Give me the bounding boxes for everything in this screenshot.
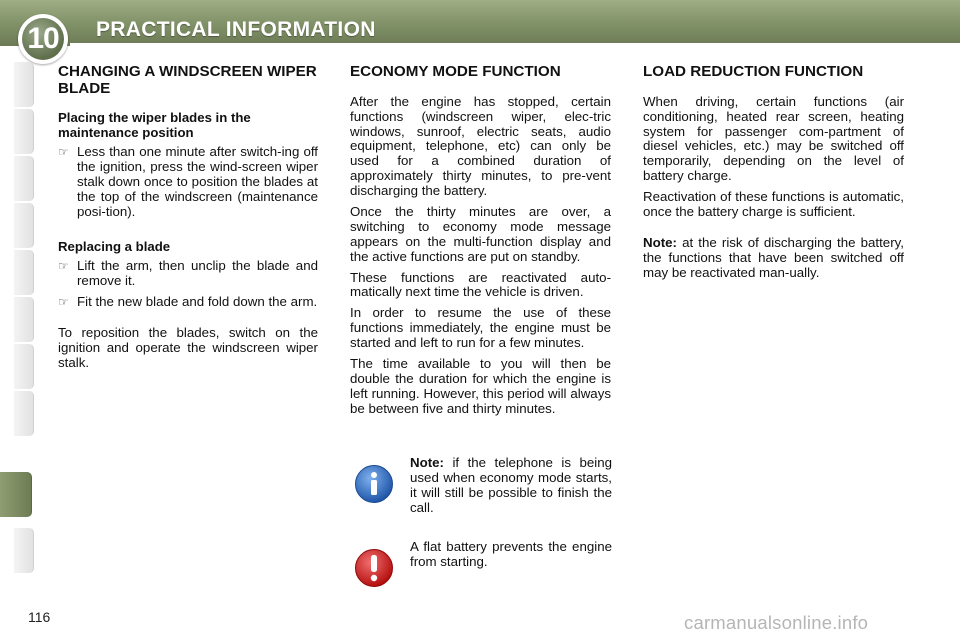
- chapter-tab-11[interactable]: [14, 528, 34, 573]
- header-underline: [70, 43, 960, 46]
- load-paragraph-1: When driving, certain functions (air conditioning, heated rear screen, heating system for passenger com-partment of diesel vehicles, etc.) may be switched off temporarily, depending on the level of battery charge.: [643, 93, 904, 184]
- bullet-text: Fit the new blade and fold down the arm.: [77, 294, 318, 310]
- load-note-label: Note:: [643, 234, 677, 250]
- economy-mode-heading: ECONOMY MODE FUNCTION: [350, 63, 561, 80]
- chapter-tab-active[interactable]: [0, 472, 32, 517]
- chapter-badge: [18, 14, 68, 64]
- chapter-tab-4[interactable]: [14, 203, 34, 248]
- reposition-paragraph: To reposition the blades, switch on the ignition and operate the windscreen wiper stalk.: [58, 325, 318, 370]
- watermark: carmanualsonline.info: [684, 612, 869, 633]
- chapter-tab-5[interactable]: [14, 250, 34, 295]
- load-note: [643, 236, 904, 281]
- load-paragraph-2: Reactivation of these functions is automatic, once the battery charge is sufficient.: [643, 189, 904, 219]
- economy-paragraph-2: Once the thirty minutes are over, a switching to economy mode message appears on the multi-function display and the active functions are put on standby.: [350, 203, 611, 264]
- bullet-text: Less than one minute after switch-ing off the ignition, press the wind-screen wiper stalk down once to position the blades at the top of the windscreen (maintenance posi-tion).: [77, 144, 318, 220]
- maintenance-position-subheading: Placing the wiper blades in the maintenance position: [58, 110, 251, 140]
- economy-mode-column: [350, 64, 611, 423]
- pointing-hand-icon: ☞: [58, 145, 69, 160]
- page-title: PRACTICAL INFORMATION: [96, 18, 376, 41]
- info-note: [350, 456, 612, 516]
- chapter-tab-3[interactable]: [14, 156, 34, 201]
- bullet-item: [58, 259, 318, 289]
- economy-paragraph-4: In order to resume the use of these functions immediately, the engine must be started and left to run for a few minutes.: [350, 305, 611, 351]
- economy-paragraph-1: After the engine has stopped, certain functions (windscreen wiper, elec-tric windows, sunroof, electric seats, audio equipment, telephone, etc) can only be used for a combined duration of approximately thirty minutes, to pre-vent discharging the battery.: [350, 93, 611, 199]
- pointing-hand-icon: ☞: [58, 259, 69, 274]
- warning-note: [350, 540, 612, 588]
- replacing-blade-subheading: Replacing a blade: [58, 238, 171, 254]
- bullet-text: Lift the arm, then unclip the blade and remove it.: [77, 258, 318, 289]
- chapter-tab-strip: [0, 62, 34, 574]
- chapter-tab-7[interactable]: [14, 344, 34, 389]
- chapter-tab-1[interactable]: [14, 62, 34, 107]
- chapter-number: 10: [22, 18, 64, 60]
- wiper-blade-column: [58, 64, 318, 377]
- load-reduction-heading: LOAD REDUCTION FUNCTION: [643, 63, 864, 80]
- warning-exclamation-icon: [354, 548, 394, 588]
- bullet-item: [58, 145, 318, 219]
- economy-paragraph-5: The time available to you will then be double the duration for which the engine is left running. However, this period will always be between five and thirty minutes.: [350, 355, 611, 416]
- page-number: 116: [28, 609, 51, 625]
- economy-paragraph-3: These functions are reactivated auto-matically next time the vehicle is driven.: [350, 269, 611, 300]
- wiper-blade-heading: CHANGING A WINDSCREEN WIPER BLADE: [58, 63, 317, 97]
- info-note-label: Note:: [410, 455, 444, 470]
- bullet-item: [58, 295, 318, 310]
- chapter-tab-2[interactable]: [14, 109, 34, 154]
- info-icon: [354, 464, 394, 504]
- warning-note-text: A flat battery prevents the engine from starting.: [410, 539, 612, 569]
- chapter-tab-6[interactable]: [14, 297, 34, 342]
- info-note-text: [410, 456, 612, 516]
- info-note-body: if the telephone is being used when economy mode starts, it will still be possible to finish the call.: [410, 455, 612, 515]
- load-note-body: at the risk of discharging the battery, the functions that have been switched off may be reactivated man-ually.: [643, 234, 904, 280]
- chapter-tab-8[interactable]: [14, 391, 34, 436]
- load-reduction-column: [643, 64, 904, 287]
- pointing-hand-icon: ☞: [58, 295, 69, 310]
